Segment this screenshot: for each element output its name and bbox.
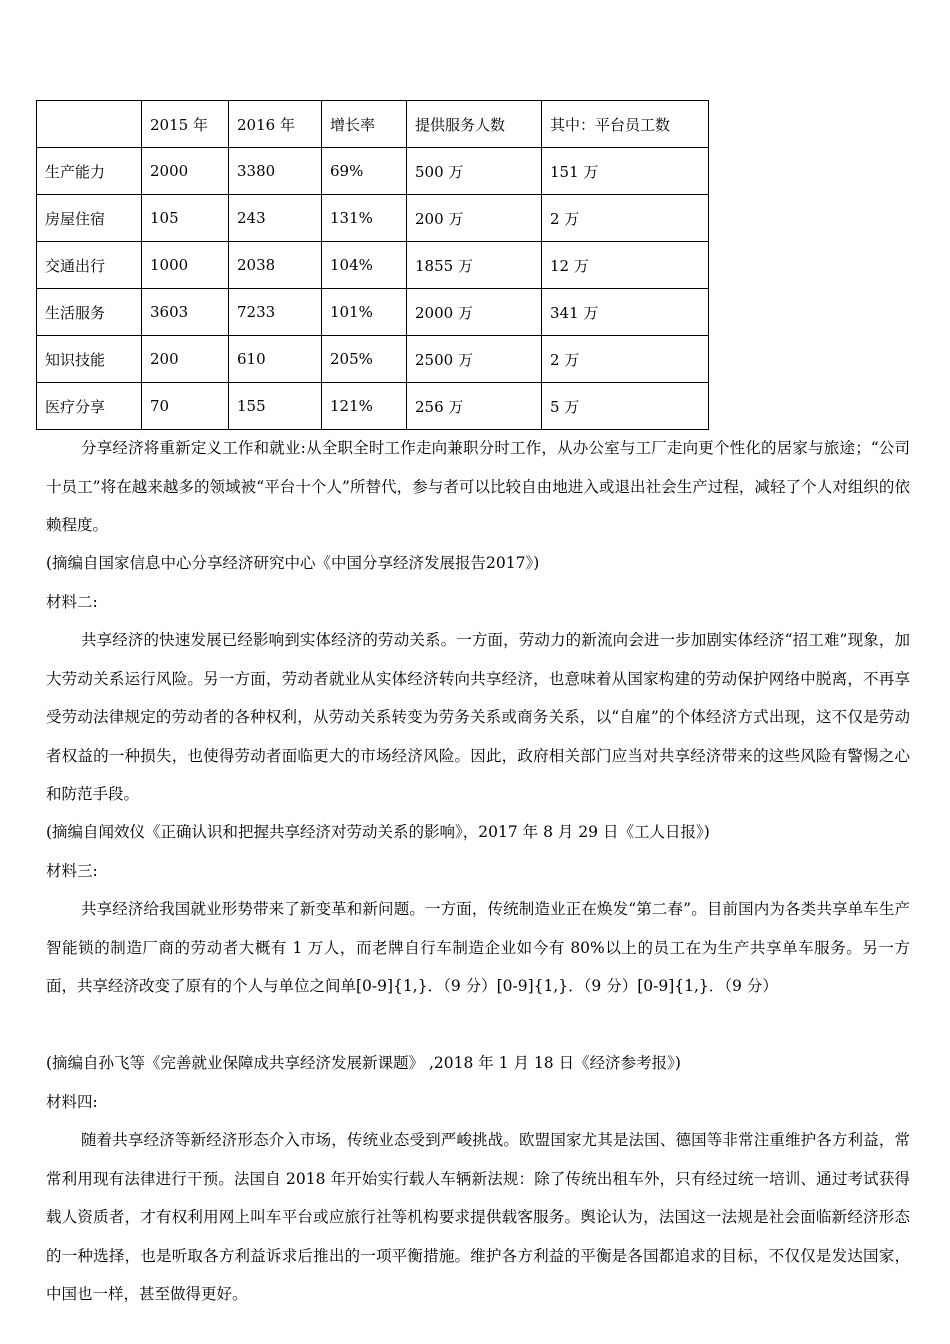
table-cell: 610 [229, 336, 322, 383]
table-cell: 155 [229, 383, 322, 430]
table-cell: 151 万 [542, 148, 709, 195]
table-header-cell [37, 101, 142, 148]
table-cell: 生产能力 [37, 148, 142, 195]
table-cell: 2500 万 [407, 336, 542, 383]
table-row [37, 242, 709, 289]
table-cell: 256 万 [407, 383, 542, 430]
table-row [37, 148, 709, 195]
table-header-cell: 其中：平台员工数 [542, 101, 709, 148]
table-cell: 70 [142, 383, 229, 430]
table-cell: 12 万 [542, 242, 709, 289]
material3-paragraph: 共享经济给我国就业形势带来了新变革和新问题。一方面，传统制造业正在焕发“第二春”。目前国内为各类共享单车生产智能锁的制造厂商的劳动者大概有 1 万人，而老牌自行车制造企业如今有 80%以上的员工在为生产共享单车服务。另一方面，共享经济改变了原有的个人与单位之间单[0-9]{1,}．（9 分）[0-9]{1,}．（9 分）[0-9]{1,}．（9 分） [46, 900, 910, 995]
table-cell: 2 万 [542, 195, 709, 242]
table-cell: 3603 [142, 289, 229, 336]
table-cell: 243 [229, 195, 322, 242]
material3-heading: 材料三: [46, 862, 98, 880]
material2-heading: 材料二: [46, 593, 98, 611]
table-cell: 知识技能 [37, 336, 142, 383]
material3-source: (摘编自孙飞等《完善就业保障成共享经济发展新课题》 ,2018 年 1 月 18 日《经济参考报》) [46, 1054, 681, 1072]
material2-source: (摘编自闻效仪《正确认识和把握共享经济对劳动关系的影响》，2017 年 8 月 29 日《工人日报》) [46, 823, 710, 841]
table-cell: 205% [322, 336, 407, 383]
material2-paragraph: 共享经济的快速发展已经影响到实体经济的劳动关系。一方面，劳动力的新流向会进一步加剧实体经济“招工难”现象，加大劳动关系运行风险。另一方面，劳动者就业从实体经济转向共享经济，也意味着从国家构建的劳动保护网络中脱离，不再享受劳动法律规定的劳动者的各种权利，从劳动关系转变为劳务关系或商务关系，以“自雇”的个体经济方式出现，这不仅是劳动者权益的一种损失，也使得劳动者面临更大的市场经济风险。因此，政府相关部门应当对共享经济带来的这些风险有警惕之心和防范手段。 [46, 631, 910, 803]
table-cell: 104% [322, 242, 407, 289]
table-header-cell: 提供服务人数 [407, 101, 542, 148]
table-cell: 500 万 [407, 148, 542, 195]
table-cell: 7233 [229, 289, 322, 336]
table-cell: 69% [322, 148, 407, 195]
table-cell: 2 万 [542, 336, 709, 383]
table-cell: 341 万 [542, 289, 709, 336]
table-cell: 2038 [229, 242, 322, 289]
table-cell: 交通出行 [37, 242, 142, 289]
material1-paragraph: 分享经济将重新定义工作和就业:从全职全时工作走向兼职分时工作，从办公室与工厂走向更个性化的居家与旅途；“公司十员工”将在越来越多的领域被“平台十个人”所替代，参与者可以比较自由地进入或退出社会生产过程，减轻了个人对组织的依赖程度。 [46, 439, 910, 534]
table-cell: 200 [142, 336, 229, 383]
table-cell: 2000 [142, 148, 229, 195]
table-cell: 房屋住宿 [37, 195, 142, 242]
table-header-row [37, 101, 709, 148]
table-cell: 105 [142, 195, 229, 242]
table-cell: 3380 [229, 148, 322, 195]
table-cell: 1000 [142, 242, 229, 289]
table-cell: 131% [322, 195, 407, 242]
table-cell: 101% [322, 289, 407, 336]
material1-source: (摘编自国家信息中心分享经济研究中心《中国分享经济发展报告2017》) [46, 554, 540, 572]
table-header-cell: 增长率 [322, 101, 407, 148]
material4-heading: 材料四: [46, 1093, 98, 1111]
table-cell: 200 万 [407, 195, 542, 242]
table-cell: 5 万 [542, 383, 709, 430]
table-cell: 2000 万 [407, 289, 542, 336]
sharing-economy-table [36, 100, 709, 430]
table-cell: 121% [322, 383, 407, 430]
table-cell: 医疗分享 [37, 383, 142, 430]
table-header-cell: 2015 年 [142, 101, 229, 148]
table-cell: 1855 万 [407, 242, 542, 289]
table-row [37, 383, 709, 430]
table-header-cell: 2016 年 [229, 101, 322, 148]
table-row [37, 336, 709, 383]
table-cell: 生活服务 [37, 289, 142, 336]
table-row [37, 195, 709, 242]
material4-paragraph: 随着共享经济等新经济形态介入市场，传统业态受到严峻挑战。欧盟国家尤其是法国、德国等非常注重维护各方利益，常常利用现有法律进行干预。法国自 2018 年开始实行载人车辆新法规：除了传统出租车外，只有经过统一培训、通过考试获得载人资质者，才有权利用网上叫车平台或应旅行社等机构要求提供载客服务。舆论认为，法国这一法规是社会面临新经济形态的一种选择，也是听取各方利益诉求后推出的一项平衡措施。维护各方利益的平衡是各国都追求的目标，不仅仅是发达国家，中国也一样，甚至做得更好。 [46, 1131, 910, 1303]
table-row [37, 289, 709, 336]
